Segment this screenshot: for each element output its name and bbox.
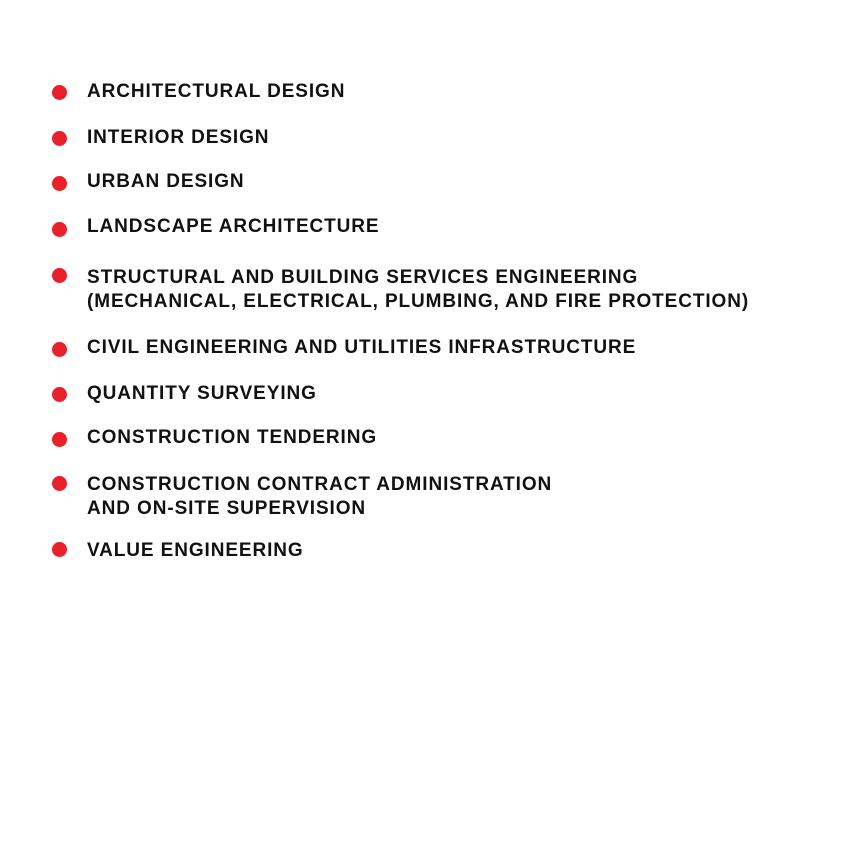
- list-item-label: [87, 473, 552, 521]
- list-item-label: [87, 382, 317, 406]
- bullet-icon: [52, 222, 67, 237]
- bullet-icon: [52, 387, 67, 402]
- list-item-line: VALUE ENGINEERING: [87, 540, 304, 561]
- list-item-line: LANDSCAPE ARCHITECTURE: [87, 216, 380, 237]
- bullet-icon: [52, 85, 67, 100]
- bullet-icon: [52, 268, 67, 283]
- list-item-label: [87, 539, 304, 563]
- list-item-line: CONSTRUCTION CONTRACT ADMINISTRATION: [87, 474, 553, 495]
- list-item-label: [87, 266, 749, 314]
- bullet-icon: [52, 176, 67, 191]
- list-item-line: ARCHITECTURAL DESIGN: [87, 81, 346, 102]
- list-item-line: URBAN DESIGN: [87, 171, 245, 192]
- list-item-line: QUANTITY SURVEYING: [87, 383, 317, 404]
- bullet-icon: [52, 131, 67, 146]
- bullet-icon: [52, 542, 67, 557]
- bullet-icon: [52, 476, 67, 491]
- list-item-label: [87, 170, 245, 194]
- bullet-icon: [52, 342, 67, 357]
- list-item-label: [87, 215, 380, 239]
- list-item-line: INTERIOR DESIGN: [87, 127, 270, 148]
- list-item-line: CIVIL ENGINEERING AND UTILITIES INFRASTRUCTURE: [87, 337, 637, 358]
- list-item-label: [87, 126, 269, 150]
- list-item-label: [87, 336, 636, 360]
- list-item-line: CONSTRUCTION TENDERING: [87, 427, 378, 448]
- list-item-label: [87, 80, 345, 104]
- list-item-line: STRUCTURAL AND BUILDING SERVICES ENGINEERING: [87, 267, 639, 288]
- bullet-icon: [52, 432, 67, 447]
- list-item-line: AND ON-SITE SUPERVISION: [87, 498, 366, 519]
- list-item-label: [87, 426, 377, 450]
- list-item-line: (MECHANICAL, ELECTRICAL, PLUMBING, AND FIRE PROTECTION): [87, 291, 750, 312]
